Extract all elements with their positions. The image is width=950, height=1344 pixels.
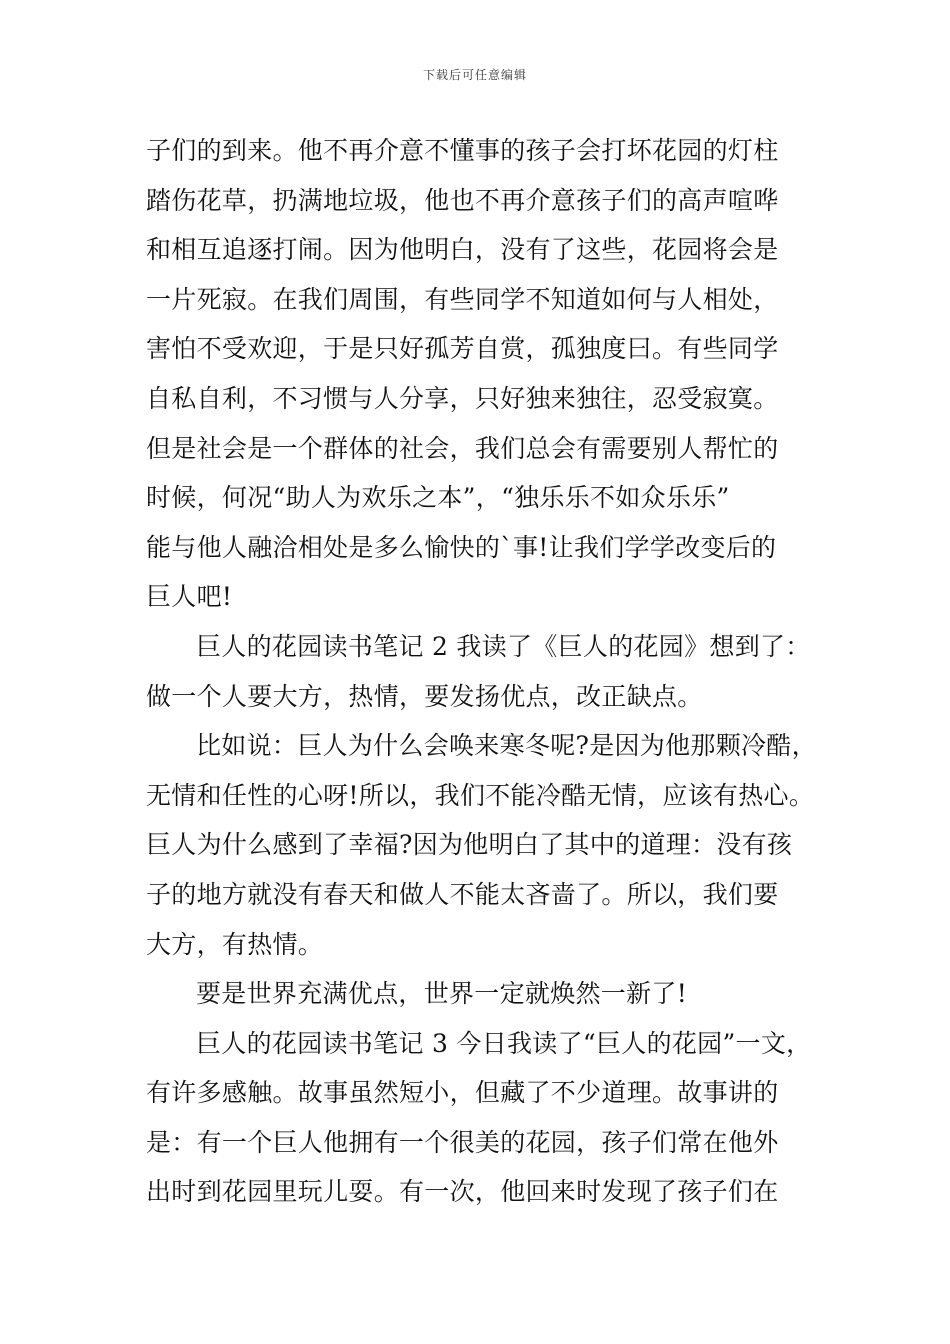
- text-line: 子们的到来。他不再介意不懂事的孩子会打坏花园的灯柱: [146, 136, 779, 165]
- text-line: 时候，何况“助人为欢乐之本”，“独乐乐不如众乐乐”: [146, 483, 730, 513]
- text-line: 能与他人融洽相处是多么愉快的`事!让我们学学改变后的: [146, 532, 777, 562]
- text-line: 巨人吧!: [146, 582, 233, 612]
- text-line: 比如说：巨人为什么会唤来寒冬呢?是因为他那颗冷酷，: [196, 731, 817, 761]
- text-line: 巨人为什么感到了幸福?因为他明白了其中的道理：没有孩: [146, 830, 793, 860]
- text-line: 是：有一个巨人他拥有一个很美的花园，孩子们常在他外: [146, 1127, 779, 1157]
- text-line: 要是世界充满优点，世界一定就焕然一新了!: [196, 979, 688, 1009]
- document-body: [146, 126, 826, 1217]
- text-line: 但是社会是一个群体的社会，我们总会有需要别人帮忙的: [146, 433, 779, 463]
- text-line: 踏伤花草，扔满地垃圾，他也不再介意孩子们的高声喧哗: [146, 185, 779, 215]
- text-line: 自私自利，不习惯与人分享，只好独来独往，忍受寂寞。: [146, 383, 779, 413]
- page-header: 下载后可任意编辑: [422, 68, 527, 82]
- text-line: 出时到花园里玩儿耍。有一次，他回来时发现了孩子们在: [146, 1177, 779, 1207]
- text-line: 无情和任性的心呀!所以，我们不能冷酷无情，应该有热心。: [146, 780, 815, 810]
- text-line: 和相互追逐打闹。因为他明白，没有了这些，花园将会是: [146, 235, 779, 265]
- text-line: 害怕不受欢迎，于是只好孤芳自赏，孤独度曰。有些同学: [146, 334, 779, 364]
- text-line: 有许多感触。故事虽然短小，但藏了不少道理。故事讲的: [146, 1078, 779, 1108]
- text-line: 巨人的花园读书笔记 3 今日我读了“巨人的花园”一文，: [196, 1028, 812, 1058]
- text-line: 子的地方就没有春天和做人不能太吝啬了。所以，我们要: [146, 879, 779, 909]
- text-line: 一片死寂。在我们周围，有些同学不知道如何与人相处，: [146, 284, 779, 314]
- text-line: 做一个人要大方，热情，要发扬优点，改正缺点。: [146, 681, 703, 711]
- text-line: 大方，有热情。: [146, 929, 324, 959]
- text-line: 巨人的花园读书笔记 2 我读了《巨人的花园》想到了：: [196, 631, 811, 661]
